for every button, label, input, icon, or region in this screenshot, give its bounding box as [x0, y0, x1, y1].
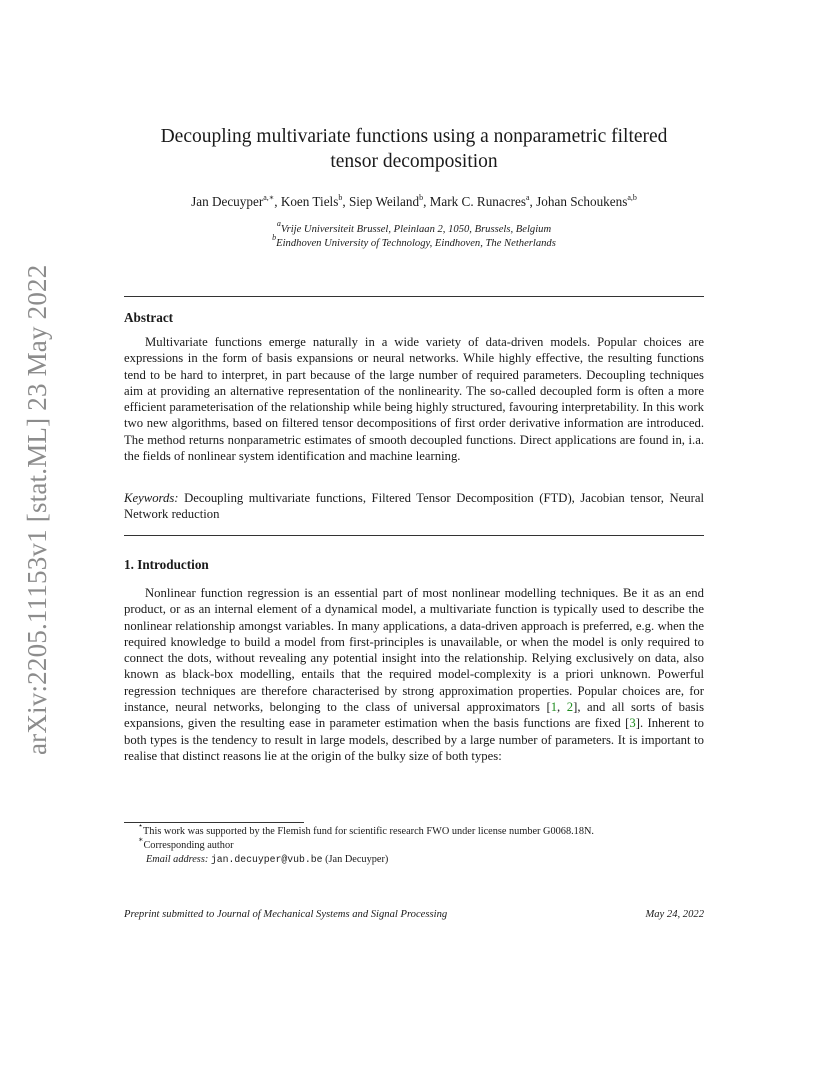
- citation-link[interactable]: 2: [566, 700, 574, 715]
- citation-link[interactable]: 3: [629, 716, 636, 731]
- title-line-1: Decoupling multivariate functions using a nonparametric filtered: [160, 126, 668, 147]
- intro-text: ]. Inherent to both types is the tendency to result in large models, described by a large number of parameters. It is important to realise that distinct reasons lie at the origin of the bulky size of both types:: [124, 716, 704, 763]
- author-affil-mark: a: [525, 193, 530, 202]
- footnote-funding: [138, 821, 594, 839]
- citation-link[interactable]: 1: [550, 700, 558, 715]
- title-line-2: tensor decomposition: [330, 151, 498, 172]
- affiliation-text: Vrije Universiteit Brussel, Pleinlaan 2, 1050, Brussels, Belgium: [280, 224, 552, 235]
- author-affil-mark: b: [419, 193, 424, 202]
- affiliation-list: [124, 219, 704, 251]
- intro-text: ], and all sorts of basis expansions, given the resulting ease in parameter estimation when the basis functions are fixed [: [124, 700, 705, 731]
- keywords-label: Keywords:: [124, 491, 179, 505]
- arxiv-identifier-stamp: arXiv:2205.11153v1 [stat.ML] 23 May 2022: [22, 264, 52, 755]
- abstract-body: Multivariate functions emerge naturally in a wide variety of data-driven models. Popular choices are expressions in the form of basis expansions or neural networks. While highly effective, the resulting functions tend to be hard to interpret, in part because of the large number of required parameters. Decoupling techniques aim at providing an alternative representation of the nonlinearity. The so-called decoupled form is often a more efficient parameterisation of the relationship while being highly structured, favouring interpretability. In this work two new algorithms, based on filtered tensor decompositions of first order derivative information are introduced. The method returns nonparametric estimates of smooth decoupled functions. Direct applications are found in, i.a. the fields of nonlinear system identification and machine learning.: [124, 335, 704, 464]
- abstract-heading: Abstract: [124, 310, 174, 325]
- footnote-mark: ⋆: [138, 821, 144, 830]
- abstract-top-rule: [124, 296, 704, 297]
- author-name: Koen Tiels: [280, 194, 339, 209]
- author-affil-mark: a,b: [627, 193, 637, 202]
- footnote-corresponding: [138, 835, 594, 853]
- paper-title: [124, 124, 704, 174]
- introduction-heading: 1. Introduction: [124, 557, 209, 572]
- affiliation-mark: b: [272, 233, 277, 242]
- email-address[interactable]: jan.decuyper@vub.be: [210, 854, 323, 865]
- author-name: Mark C. Runacres: [429, 194, 526, 209]
- footnote-rule: [124, 822, 304, 823]
- intro-text: ,: [557, 700, 567, 715]
- intro-text: Nonlinear function regression is an essential part of most nonlinear modelling techniques. Be it as an end product, or as an internal element of a dynamical model, a multivariate function is typically used to describe the nonlinear relationship amongst variables. In many applications, a data-driven approach is preferred, e.g. when the required knowledge to build a model from first-principles is unavailable, or when the model is only required to connect the dots, without revealing any potential insight into the relationship. Relying exclusively on data, also known as black-box modelling, entails that the required model-complexity is a priori unknown. Powerful regression techniques are therefore characterised by strong approximation properties. Popular choices are, for instance, neural networks, belonging to the class of universal approximators [: [124, 586, 704, 715]
- keywords: [124, 490, 704, 523]
- affiliation-line: [124, 233, 704, 251]
- author-name: Johan Schoukens: [536, 194, 628, 209]
- preprint-journal: Preprint submitted to Journal of Mechanical Systems and Signal Processing: [124, 909, 448, 920]
- footnote-text: Corresponding author: [143, 840, 234, 851]
- author-name: Jan Decuyper: [191, 194, 264, 209]
- footnote-mark: ∗: [138, 835, 144, 844]
- email-owner: (Jan Decuyper): [325, 854, 389, 865]
- footnote-email: [138, 853, 594, 867]
- footnotes: [138, 821, 594, 867]
- preprint-date: May 24, 2022: [645, 909, 704, 920]
- affiliation-text: Eindhoven University of Technology, Eindhoven, The Netherlands: [276, 238, 556, 249]
- introduction-body: [124, 585, 704, 764]
- author-affil-mark: a,∗: [263, 193, 275, 202]
- keywords-text: Decoupling multivariate functions, Filtered Tensor Decomposition (FTD), Jacobian tensor, Neural Network reduction: [124, 491, 705, 522]
- email-label: Email address:: [146, 854, 209, 865]
- affiliation-line: [124, 219, 704, 237]
- footnote-text: This work was supported by the Flemish fund for scientific research FWO under license number G0068.18N.: [143, 826, 594, 837]
- author-list: Jan Decuyper$^{a,∗}$, Koen Tiels$^b$, Siep Weiland$^b$, Mark C. Runacres$^a$, Johan Schoukens$^{a,b}$: [191, 193, 637, 209]
- abstract-bottom-rule: [124, 535, 704, 536]
- author-name: Siep Weiland: [348, 194, 420, 209]
- author-affil-mark: b: [338, 193, 343, 202]
- preprint-footer: [124, 909, 704, 920]
- affiliation-mark: a: [276, 219, 281, 228]
